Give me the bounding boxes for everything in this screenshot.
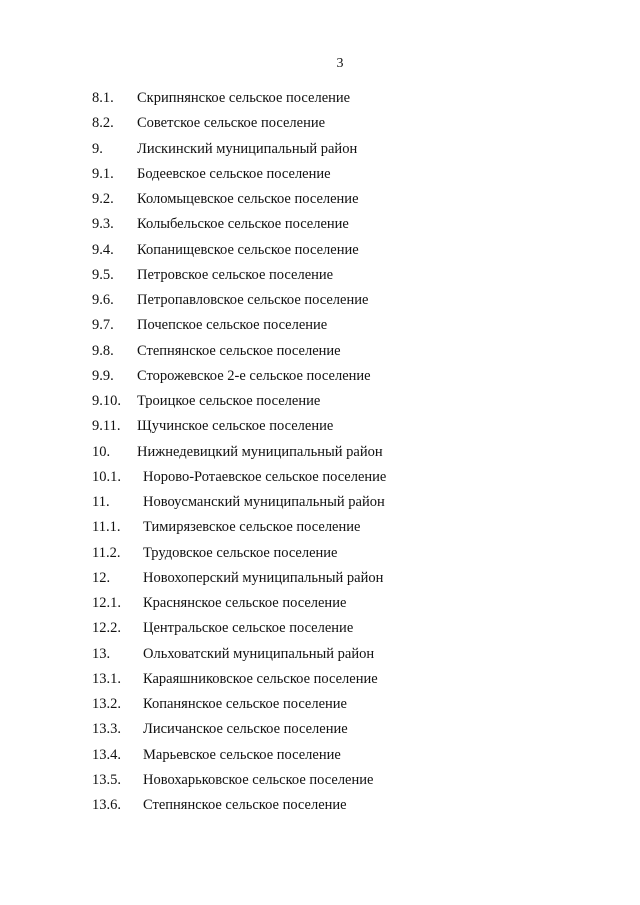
item-number: 9.7.: [92, 317, 114, 334]
item-text: Сторожевское 2-е сельское поселение: [137, 367, 371, 384]
list-item: [92, 389, 386, 414]
list-item: [92, 440, 386, 465]
item-number: 13.5.: [92, 771, 121, 788]
item-text: Новохарьковское сельское поселение: [143, 771, 374, 788]
item-text: Тимирязевское сельское поселение: [143, 519, 361, 536]
item-text: Петропавловское сельское поселение: [137, 292, 369, 309]
item-text: Копанищевское сельское поселение: [137, 241, 359, 258]
item-number: 10.: [92, 443, 111, 460]
item-text: Советское сельское поселение: [137, 115, 326, 132]
item-number: 13.6.: [92, 797, 121, 814]
item-number: 12.2.: [92, 620, 121, 637]
item-number: 11.2.: [92, 544, 121, 561]
item-number: 9.2.: [92, 191, 114, 208]
item-number: 12.1.: [92, 595, 121, 612]
item-number: 13.1.: [92, 670, 121, 687]
item-text: Трудовское сельское поселение: [143, 544, 338, 561]
item-text: Норово-Ротаевское сельское поселение: [143, 468, 387, 485]
item-number: 12.: [92, 569, 111, 586]
item-number: 13.4.: [92, 746, 121, 763]
item-text: Степнянское сельское поселение: [137, 342, 341, 359]
item-text: Троицкое сельское поселение: [137, 393, 321, 410]
settlement-list: [92, 86, 386, 818]
list-item: [92, 515, 386, 540]
item-text: Лискинский муниципальный район: [137, 140, 358, 157]
list-item: [92, 364, 386, 389]
item-number: 9.6.: [92, 292, 114, 309]
list-item: [92, 339, 386, 364]
list-item: [92, 793, 386, 818]
item-text: Колыбельское сельское поселение: [137, 216, 349, 233]
item-number: 9.8.: [92, 342, 114, 359]
list-item: [92, 743, 386, 768]
item-text: Марьевское сельское поселение: [143, 746, 341, 763]
list-item: [92, 137, 386, 162]
list-item: [92, 162, 386, 187]
list-item: [92, 591, 386, 616]
list-item: [92, 414, 386, 439]
item-number: 8.1.: [92, 90, 114, 107]
list-item: [92, 465, 386, 490]
item-text: Караяшниковское сельское поселение: [143, 670, 378, 687]
item-text: Коломыцевское сельское поселение: [137, 191, 359, 208]
page-number: 3: [336, 56, 344, 71]
list-item: [92, 692, 386, 717]
item-text: Щучинское сельское поселение: [137, 418, 334, 435]
item-number: 9.4.: [92, 241, 114, 258]
item-number: 9.: [92, 140, 103, 157]
list-item: [92, 238, 386, 263]
item-text: Краснянское сельское поселение: [143, 595, 347, 612]
item-number: 9.11.: [92, 418, 121, 435]
item-text: Петровское сельское поселение: [137, 266, 334, 283]
list-item: [92, 490, 386, 515]
item-number: 9.9.: [92, 367, 114, 384]
item-text: Центральское сельское поселение: [143, 620, 354, 637]
list-item: [92, 313, 386, 338]
item-number: 8.2.: [92, 115, 114, 132]
item-text: Почепское сельское поселение: [137, 317, 328, 334]
list-item: [92, 566, 386, 591]
list-item: [92, 111, 386, 136]
item-text: Новоусманский муниципальный район: [143, 494, 385, 511]
list-item: [92, 768, 386, 793]
list-item: [92, 717, 386, 742]
item-text: Нижнедевицкий муниципальный район: [137, 443, 383, 460]
list-item: [92, 187, 386, 212]
list-item: [92, 288, 386, 313]
item-text: Бодеевское сельское поселение: [137, 165, 331, 182]
item-number: 13.2.: [92, 696, 121, 713]
list-item: [92, 642, 386, 667]
item-number: 11.1.: [92, 519, 121, 536]
list-item: [92, 86, 386, 111]
list-item: [92, 212, 386, 237]
item-number: 9.5.: [92, 266, 114, 283]
item-text: Ольховатский муниципальный район: [143, 645, 375, 662]
list-item: [92, 541, 386, 566]
item-number: 9.3.: [92, 216, 114, 233]
item-text: Копанянское сельское поселение: [143, 696, 347, 713]
item-number: 13.3.: [92, 721, 121, 738]
item-text: Новохоперский муниципальный район: [143, 569, 384, 586]
item-text: Лисичанское сельское поселение: [143, 721, 348, 738]
item-number: 9.1.: [92, 165, 114, 182]
item-number: 9.10.: [92, 393, 121, 410]
item-text: Степнянское сельское поселение: [143, 797, 347, 814]
list-item: [92, 616, 386, 641]
item-number: 13.: [92, 645, 111, 662]
list-item: [92, 667, 386, 692]
item-text: Скрипнянское сельское поселение: [137, 90, 351, 107]
item-number: 10.1.: [92, 468, 121, 485]
list-item: [92, 263, 386, 288]
item-number: 11.: [92, 494, 110, 511]
